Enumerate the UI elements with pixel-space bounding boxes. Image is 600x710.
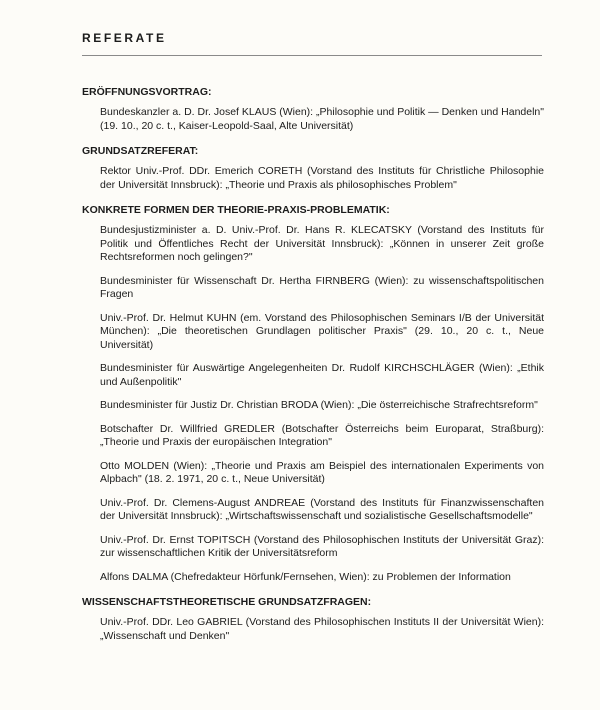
section-heading: ERÖFFNUNGSVORTRAG: [82, 86, 212, 98]
lecture-entry: Bundesminister für Wissenschaft Dr. Hertha FIRNBERG (Wien): zu wissenschaftspolitischen Fragen [100, 274, 544, 300]
lecture-entry: Bundeskanzler a. D. Dr. Josef KLAUS (Wien): „Philosophie und Politik — Denken und Handeln" (19. 10., 20 c. t., Kaiser-Leopold-Saal, Alte Universität) [100, 106, 544, 132]
lecture-entry: Bundesminister für Justiz Dr. Christian BRODA (Wien): „Die österreichische Strafrechtsreform" [100, 399, 538, 411]
lecture-entry: Otto MOLDEN (Wien): „Theorie und Praxis am Beispiel des internationalen Experiments von Alpbach" (18. 2. 1971, 20 c. t., Neue Universität) [100, 459, 544, 485]
lecture-entry: Univ.-Prof. Dr. Helmut KUHN (em. Vorstand des Philosophischen Seminars I/B der Universität München): „Die theoretischen Grundlagen politischer Praxis" (29. 10., 20 c. t., Neue Universität) [100, 311, 544, 351]
lecture-entry: Bundesminister für Auswärtige Angelegenheiten Dr. Rudolf KIRCHSCHLÄGER (Wien): „Ethik und Außenpolitik" [100, 362, 544, 388]
lecture-entry: Rektor Univ.-Prof. DDr. Emerich CORETH (Vorstand des Instituts für Christliche Philosophie der Universität Innsbruck): „Theorie und Praxis als philosophisches Problem" [100, 165, 544, 191]
lecture-entry: Bundesjustizminister a. D. Univ.-Prof. Dr. Hans R. KLECATSKY (Vorstand des Instituts für Politik und Öffentliches Recht der Universität Innsbruck): „Können in unserer Zeit große Rechtsreformen noch gelingen?" [100, 224, 544, 263]
section-theory-of-science [82, 596, 544, 643]
section-heading: GRUNDSATZREFERAT: [82, 145, 199, 157]
title-divider [82, 55, 542, 56]
section-concrete-forms [82, 204, 544, 584]
lecture-entry: Univ.-Prof. DDr. Leo GABRIEL (Vorstand des Philosophischen Instituts II der Universität Wien): „Wissenschaft und Denken" [100, 616, 544, 642]
lecture-entry: Alfons DALMA (Chefredakteur Hörfunk/Fernsehen, Wien): zu Problemen der Information [100, 570, 511, 583]
lecture-entry: Univ.-Prof. Dr. Clemens-August ANDREAE (Vorstand des Instituts für Finanzwissenschaften der Universität Innsbruck): „Wirtschaftswissenschaft und sozialistische Gesellschaftsmodelle" [100, 496, 544, 522]
section-opening-lecture [82, 86, 544, 133]
lecture-list [82, 86, 544, 655]
lecture-entry: Botschafter Dr. Willfried GREDLER (Botschafter Österreichs beim Europarat, Straßburg): „Theorie und Praxis der europäischen Integration" [100, 422, 544, 448]
lecture-entry: Univ.-Prof. Dr. Ernst TOPITSCH (Vorstand des Philosophischen Instituts der Universität Graz): zur wissenschaftlichen Kritik der Universitätsreform [100, 533, 544, 559]
page-title: REFERATE [82, 31, 167, 45]
section-keynote [82, 145, 544, 192]
section-heading: WISSENSCHAFTSTHEORETISCHE GRUNDSATZFRAGEN: [82, 596, 372, 608]
section-heading: KONKRETE FORMEN DER THEORIE-PRAXIS-PROBLEMATIK: [82, 204, 390, 216]
